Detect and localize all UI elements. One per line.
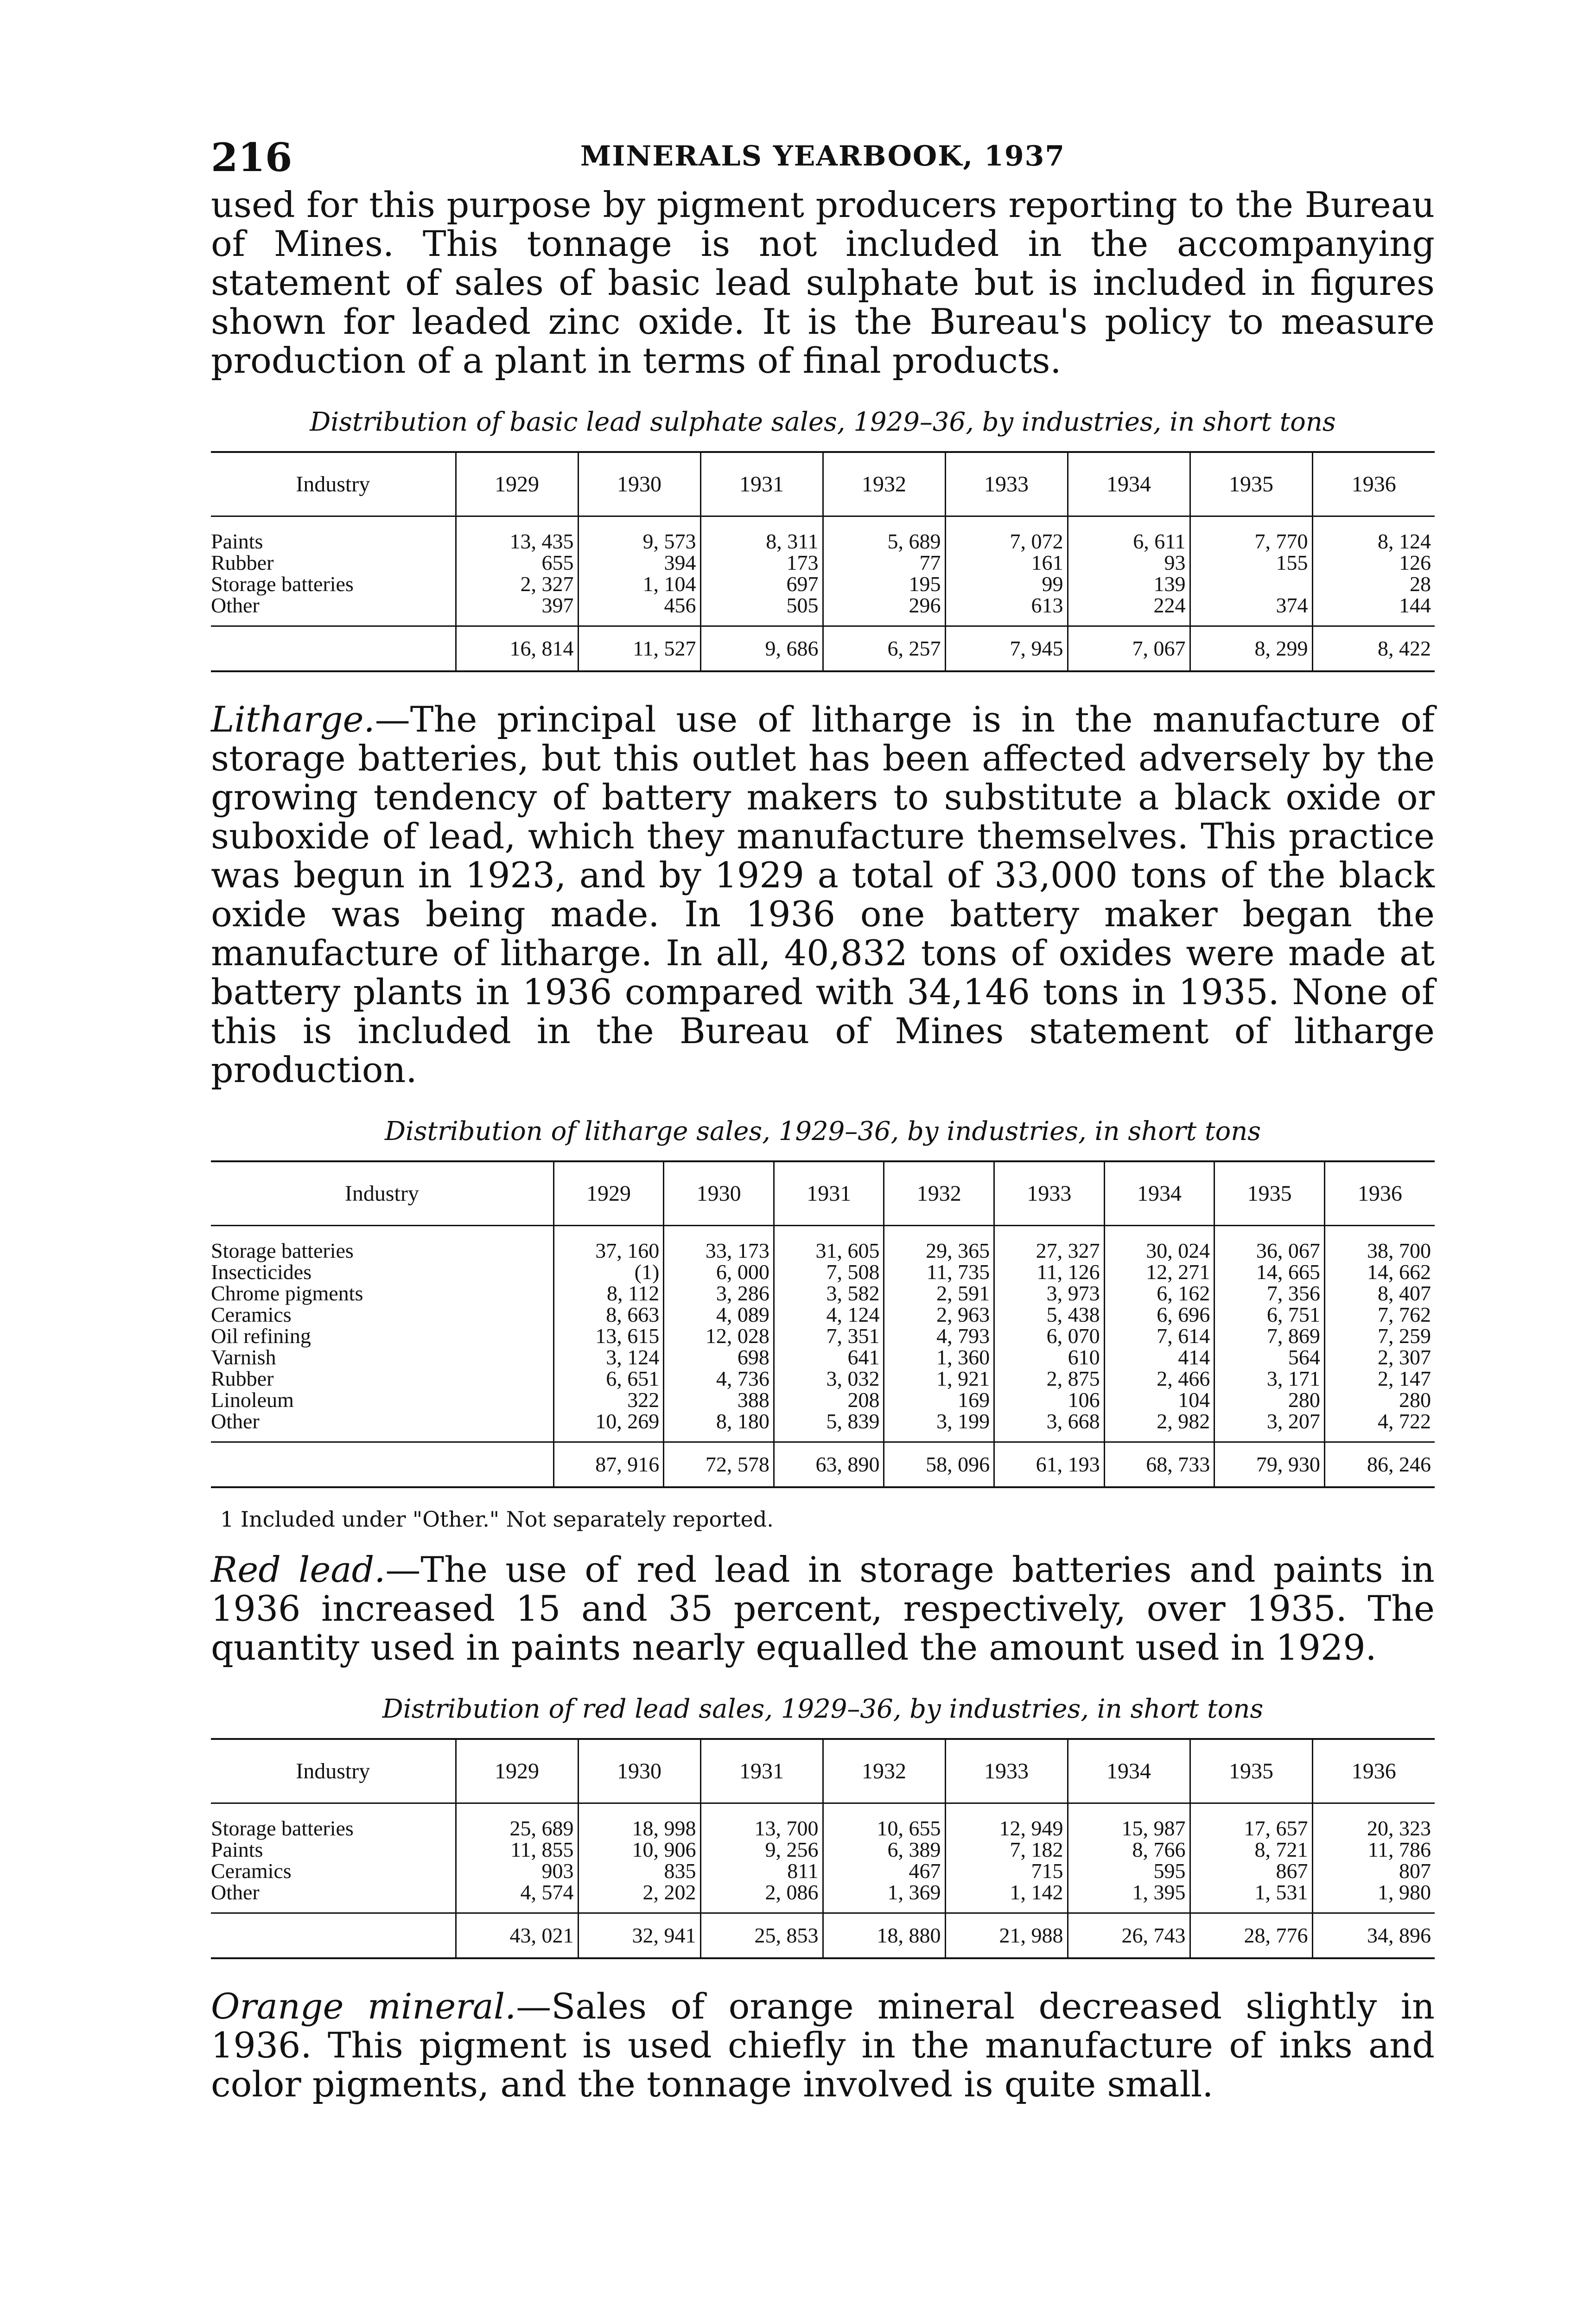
column-header: 1932 bbox=[823, 1739, 945, 1803]
industry-cell: Ceramics bbox=[211, 1859, 292, 1883]
column-header: 1933 bbox=[945, 1739, 1068, 1803]
table-row bbox=[211, 552, 1435, 573]
value-cell: 5, 438 bbox=[994, 1304, 1105, 1325]
value-cell: 6, 611 bbox=[1068, 516, 1190, 553]
total-cell: 63, 890 bbox=[774, 1442, 884, 1488]
red-lead-body bbox=[211, 1803, 1435, 1959]
value-cell: (1) bbox=[553, 1261, 664, 1283]
column-header: 1931 bbox=[700, 452, 823, 516]
value-cell: 6, 751 bbox=[1214, 1304, 1325, 1325]
value-cell: 11, 786 bbox=[1312, 1839, 1435, 1860]
value-cell: 697 bbox=[700, 573, 823, 595]
value-cell: 93 bbox=[1068, 552, 1190, 573]
value-cell: 5, 839 bbox=[774, 1411, 884, 1442]
column-header: 1931 bbox=[774, 1161, 884, 1226]
value-cell: 12, 949 bbox=[945, 1803, 1068, 1840]
value-cell: 9, 573 bbox=[578, 516, 700, 553]
value-cell: 12, 271 bbox=[1104, 1261, 1214, 1283]
value-cell: 14, 665 bbox=[1214, 1261, 1325, 1283]
value-cell: 3, 171 bbox=[1214, 1368, 1325, 1389]
total-label-cell bbox=[211, 1442, 553, 1488]
value-cell: 1, 395 bbox=[1068, 1882, 1190, 1913]
total-cell: 34, 896 bbox=[1312, 1913, 1435, 1959]
table-row bbox=[211, 1283, 1435, 1304]
value-cell: 224 bbox=[1068, 595, 1190, 626]
industry-cell: Varnish bbox=[211, 1345, 276, 1369]
value-cell: 104 bbox=[1104, 1389, 1214, 1411]
total-cell: 8, 299 bbox=[1190, 626, 1312, 672]
value-cell: 1, 921 bbox=[884, 1368, 994, 1389]
value-cell: 296 bbox=[823, 595, 945, 626]
value-cell: 7, 351 bbox=[774, 1325, 884, 1347]
table-row bbox=[211, 1347, 1435, 1368]
value-cell: 8, 766 bbox=[1068, 1839, 1190, 1860]
value-cell: 867 bbox=[1190, 1860, 1312, 1882]
industry-cell: Linoleum bbox=[211, 1388, 294, 1412]
column-header: 1929 bbox=[553, 1161, 664, 1226]
value-cell bbox=[1190, 573, 1312, 595]
red-lead-table bbox=[211, 1738, 1435, 1959]
value-cell: 7, 614 bbox=[1104, 1325, 1214, 1347]
table-row bbox=[211, 573, 1435, 595]
page-number: 216 bbox=[211, 134, 292, 180]
value-cell: 10, 269 bbox=[553, 1411, 664, 1442]
industry-cell: Storage batteries bbox=[211, 572, 354, 596]
red-lead-text: —The use of red lead in storage batteries and paints in 1936 increased 15 and 35 percent, respectively, over 1935. The quantity used in paints nearly equalled the amount used in 1929. bbox=[211, 1549, 1435, 1668]
total-cell: 72, 578 bbox=[664, 1442, 774, 1488]
value-cell: 6, 070 bbox=[994, 1325, 1105, 1347]
value-cell: 811 bbox=[700, 1860, 823, 1882]
total-cell: 26, 743 bbox=[1068, 1913, 1190, 1959]
value-cell: 397 bbox=[456, 595, 578, 626]
value-cell: 28 bbox=[1312, 573, 1435, 595]
table-header-row bbox=[211, 1161, 1435, 1226]
value-cell: 106 bbox=[994, 1389, 1105, 1411]
value-cell: 610 bbox=[994, 1347, 1105, 1368]
column-header: Industry bbox=[211, 452, 456, 516]
value-cell: 38, 700 bbox=[1324, 1226, 1435, 1262]
value-cell: 3, 582 bbox=[774, 1283, 884, 1304]
value-cell: 394 bbox=[578, 552, 700, 573]
total-cell: 11, 527 bbox=[578, 626, 700, 672]
value-cell: 3, 124 bbox=[553, 1347, 664, 1368]
value-cell: 17, 657 bbox=[1190, 1803, 1312, 1840]
value-cell: 7, 259 bbox=[1324, 1325, 1435, 1347]
value-cell: 322 bbox=[553, 1389, 664, 1411]
column-header: 1932 bbox=[884, 1161, 994, 1226]
value-cell: 25, 689 bbox=[456, 1803, 578, 1840]
value-cell: 3, 973 bbox=[994, 1283, 1105, 1304]
value-cell: 13, 435 bbox=[456, 516, 578, 553]
column-header: 1935 bbox=[1190, 1739, 1312, 1803]
table-row bbox=[211, 516, 1435, 553]
value-cell: 11, 855 bbox=[456, 1839, 578, 1860]
table-row bbox=[211, 1803, 1435, 1840]
value-cell: 388 bbox=[664, 1389, 774, 1411]
value-cell: 4, 574 bbox=[456, 1882, 578, 1913]
value-cell: 2, 875 bbox=[994, 1368, 1105, 1389]
total-cell: 7, 067 bbox=[1068, 626, 1190, 672]
value-cell: 3, 668 bbox=[994, 1411, 1105, 1442]
basic-lead-sulphate-caption: Distribution of basic lead sulphate sales, 1929–36, by industries, in short tons bbox=[310, 407, 1336, 437]
intro-paragraph: used for this purpose by pigment producers reporting to the Bureau of Mines. This tonnage is not included in the accompanying statement of sales of basic lead sulphate but is included in figures shown for leaded zinc oxide. It is the Bureau's policy to measure production of a plant in terms of final products. bbox=[211, 184, 1435, 381]
table-row bbox=[211, 1389, 1435, 1411]
column-header: 1934 bbox=[1068, 1739, 1190, 1803]
column-header: 1933 bbox=[994, 1161, 1105, 1226]
value-cell: 2, 591 bbox=[884, 1283, 994, 1304]
red-lead-run-in: Red lead. bbox=[211, 1549, 386, 1590]
column-header: 1931 bbox=[700, 1739, 823, 1803]
value-cell: 11, 126 bbox=[994, 1261, 1105, 1283]
column-header: 1930 bbox=[578, 1739, 700, 1803]
value-cell: 36, 067 bbox=[1214, 1226, 1325, 1262]
table-row bbox=[211, 1368, 1435, 1389]
litharge-caption: Distribution of litharge sales, 1929–36, by industries, in short tons bbox=[384, 1116, 1261, 1146]
value-cell: 144 bbox=[1312, 595, 1435, 626]
value-cell: 807 bbox=[1312, 1860, 1435, 1882]
value-cell: 2, 327 bbox=[456, 573, 578, 595]
value-cell: 10, 655 bbox=[823, 1803, 945, 1840]
column-header: 1930 bbox=[578, 452, 700, 516]
value-cell: 4, 793 bbox=[884, 1325, 994, 1347]
total-cell: 16, 814 bbox=[456, 626, 578, 672]
value-cell: 374 bbox=[1190, 595, 1312, 626]
total-row bbox=[211, 1913, 1435, 1959]
total-cell: 58, 096 bbox=[884, 1442, 994, 1488]
litharge-footnote: 1 Included under "Other." Not separately reported. bbox=[220, 1507, 774, 1532]
column-header: Industry bbox=[211, 1739, 456, 1803]
industry-cell: Paints bbox=[211, 1838, 263, 1861]
value-cell: 3, 199 bbox=[884, 1411, 994, 1442]
value-cell: 4, 736 bbox=[664, 1368, 774, 1389]
total-cell: 68, 733 bbox=[1104, 1442, 1214, 1488]
value-cell: 7, 356 bbox=[1214, 1283, 1325, 1304]
value-cell: 173 bbox=[700, 552, 823, 573]
value-cell: 280 bbox=[1324, 1389, 1435, 1411]
total-cell: 7, 945 bbox=[945, 626, 1068, 672]
value-cell: 14, 662 bbox=[1324, 1261, 1435, 1283]
orange-mineral-run-in: Orange mineral. bbox=[211, 1986, 516, 2027]
value-cell: 6, 696 bbox=[1104, 1304, 1214, 1325]
value-cell: 29, 365 bbox=[884, 1226, 994, 1262]
value-cell: 27, 327 bbox=[994, 1226, 1105, 1262]
value-cell: 13, 700 bbox=[700, 1803, 823, 1840]
value-cell: 30, 024 bbox=[1104, 1226, 1214, 1262]
running-head: MINERALS YEARBOOK, 1937 bbox=[580, 140, 1066, 172]
industry-cell: Ceramics bbox=[211, 1303, 292, 1326]
red-lead-caption: Distribution of red lead sales, 1929–36, by industries, in short tons bbox=[382, 1694, 1264, 1724]
total-cell: 8, 422 bbox=[1312, 626, 1435, 672]
page-header bbox=[211, 134, 1435, 185]
total-cell: 86, 246 bbox=[1324, 1442, 1435, 1488]
value-cell: 7, 869 bbox=[1214, 1325, 1325, 1347]
table-header-row bbox=[211, 1739, 1435, 1803]
value-cell: 1, 980 bbox=[1312, 1882, 1435, 1913]
value-cell: 3, 286 bbox=[664, 1283, 774, 1304]
litharge-body bbox=[211, 1226, 1435, 1488]
litharge-table bbox=[211, 1160, 1435, 1488]
total-cell: 9, 686 bbox=[700, 626, 823, 672]
table-row bbox=[211, 1860, 1435, 1882]
value-cell: 7, 762 bbox=[1324, 1304, 1435, 1325]
value-cell: 3, 207 bbox=[1214, 1411, 1325, 1442]
industry-cell: Other bbox=[211, 593, 260, 617]
value-cell: 1, 104 bbox=[578, 573, 700, 595]
value-cell: 1, 531 bbox=[1190, 1882, 1312, 1913]
value-cell: 13, 615 bbox=[553, 1325, 664, 1347]
table-row bbox=[211, 1411, 1435, 1442]
value-cell: 31, 605 bbox=[774, 1226, 884, 1262]
value-cell: 7, 770 bbox=[1190, 516, 1312, 553]
value-cell: 155 bbox=[1190, 552, 1312, 573]
value-cell: 126 bbox=[1312, 552, 1435, 573]
total-cell: 43, 021 bbox=[456, 1913, 578, 1959]
value-cell: 2, 963 bbox=[884, 1304, 994, 1325]
total-cell: 6, 257 bbox=[823, 626, 945, 672]
value-cell: 280 bbox=[1214, 1389, 1325, 1411]
basic-lead-sulphate-body bbox=[211, 516, 1435, 672]
basic-lead-sulphate-table bbox=[211, 451, 1435, 672]
value-cell: 414 bbox=[1104, 1347, 1214, 1368]
total-cell: 18, 880 bbox=[823, 1913, 945, 1959]
value-cell: 6, 000 bbox=[664, 1261, 774, 1283]
industry-cell: Insecticides bbox=[211, 1260, 312, 1284]
value-cell: 2, 202 bbox=[578, 1882, 700, 1913]
total-cell: 28, 776 bbox=[1190, 1913, 1312, 1959]
litharge-paragraph bbox=[211, 700, 1435, 1089]
value-cell: 835 bbox=[578, 1860, 700, 1882]
value-cell: 161 bbox=[945, 552, 1068, 573]
value-cell: 595 bbox=[1068, 1860, 1190, 1882]
total-cell: 25, 853 bbox=[700, 1913, 823, 1959]
column-header: 1934 bbox=[1068, 452, 1190, 516]
total-label-cell bbox=[211, 626, 456, 672]
table-row bbox=[211, 1839, 1435, 1860]
table-row bbox=[211, 1261, 1435, 1283]
value-cell: 613 bbox=[945, 595, 1068, 626]
value-cell: 6, 651 bbox=[553, 1368, 664, 1389]
value-cell: 139 bbox=[1068, 573, 1190, 595]
industry-cell: Other bbox=[211, 1409, 260, 1433]
column-header: 1929 bbox=[456, 1739, 578, 1803]
total-cell: 87, 916 bbox=[553, 1442, 664, 1488]
total-row bbox=[211, 626, 1435, 672]
value-cell: 655 bbox=[456, 552, 578, 573]
industry-cell: Storage batteries bbox=[211, 1816, 354, 1840]
value-cell: 6, 389 bbox=[823, 1839, 945, 1860]
value-cell: 2, 307 bbox=[1324, 1347, 1435, 1368]
value-cell: 467 bbox=[823, 1860, 945, 1882]
table-row bbox=[211, 1882, 1435, 1913]
value-cell: 903 bbox=[456, 1860, 578, 1882]
red-lead-paragraph bbox=[211, 1550, 1435, 1667]
column-header: 1936 bbox=[1324, 1161, 1435, 1226]
value-cell: 10, 906 bbox=[578, 1839, 700, 1860]
orange-mineral-paragraph bbox=[211, 1987, 1435, 2104]
total-cell: 61, 193 bbox=[994, 1442, 1105, 1488]
value-cell: 195 bbox=[823, 573, 945, 595]
value-cell: 8, 112 bbox=[553, 1283, 664, 1304]
litharge-run-in: Litharge. bbox=[211, 699, 375, 740]
total-cell: 79, 930 bbox=[1214, 1442, 1325, 1488]
value-cell: 18, 998 bbox=[578, 1803, 700, 1840]
value-cell: 8, 124 bbox=[1312, 516, 1435, 553]
value-cell: 1, 360 bbox=[884, 1347, 994, 1368]
value-cell: 8, 407 bbox=[1324, 1283, 1435, 1304]
value-cell: 9, 256 bbox=[700, 1839, 823, 1860]
litharge-text: —The principal use of litharge is in the manufacture of storage batteries, but this outlet has been affected adversely by the growing tendency of battery makers to substitute a black oxide or suboxide of lead, which they manufacture themselves. This practice was begun in 1923, and by 1929 a total of 33,000 tons of the black oxide was being made. In 1936 one battery maker began the manufacture of litharge. In all, 40,832 tons of oxides were made at battery plants in 1936 compared with 34,146 tons in 1935. None of this is included in the Bureau of Mines statement of litharge production. bbox=[211, 699, 1435, 1090]
value-cell: 564 bbox=[1214, 1347, 1325, 1368]
value-cell: 208 bbox=[774, 1389, 884, 1411]
value-cell: 4, 124 bbox=[774, 1304, 884, 1325]
value-cell: 698 bbox=[664, 1347, 774, 1368]
value-cell: 8, 311 bbox=[700, 516, 823, 553]
value-cell: 169 bbox=[884, 1389, 994, 1411]
value-cell: 11, 735 bbox=[884, 1261, 994, 1283]
value-cell: 715 bbox=[945, 1860, 1068, 1882]
column-header: 1935 bbox=[1190, 452, 1312, 516]
industry-cell: Other bbox=[211, 1880, 260, 1904]
industry-cell: Rubber bbox=[211, 1367, 274, 1390]
page bbox=[211, 134, 1435, 2104]
value-cell: 99 bbox=[945, 573, 1068, 595]
value-cell: 7, 072 bbox=[945, 516, 1068, 553]
table-row bbox=[211, 1304, 1435, 1325]
value-cell: 1, 142 bbox=[945, 1882, 1068, 1913]
value-cell: 20, 323 bbox=[1312, 1803, 1435, 1840]
column-header: 1933 bbox=[945, 452, 1068, 516]
industry-cell: Storage batteries bbox=[211, 1239, 354, 1262]
total-cell: 32, 941 bbox=[578, 1913, 700, 1959]
value-cell: 12, 028 bbox=[664, 1325, 774, 1347]
value-cell: 2, 147 bbox=[1324, 1368, 1435, 1389]
industry-cell: Chrome pigments bbox=[211, 1281, 363, 1305]
column-header: 1929 bbox=[456, 452, 578, 516]
value-cell: 4, 722 bbox=[1324, 1411, 1435, 1442]
total-cell: 21, 988 bbox=[945, 1913, 1068, 1959]
value-cell: 37, 160 bbox=[553, 1226, 664, 1262]
value-cell: 3, 032 bbox=[774, 1368, 884, 1389]
value-cell: 6, 162 bbox=[1104, 1283, 1214, 1304]
value-cell: 8, 663 bbox=[553, 1304, 664, 1325]
table-header-row bbox=[211, 452, 1435, 516]
value-cell: 77 bbox=[823, 552, 945, 573]
value-cell: 456 bbox=[578, 595, 700, 626]
value-cell: 505 bbox=[700, 595, 823, 626]
table-row bbox=[211, 1325, 1435, 1347]
column-header: 1930 bbox=[664, 1161, 774, 1226]
industry-cell: Paints bbox=[211, 529, 263, 553]
value-cell: 641 bbox=[774, 1347, 884, 1368]
value-cell: 8, 180 bbox=[664, 1411, 774, 1442]
value-cell: 8, 721 bbox=[1190, 1839, 1312, 1860]
column-header: 1935 bbox=[1214, 1161, 1325, 1226]
value-cell: 33, 173 bbox=[664, 1226, 774, 1262]
industry-cell: Rubber bbox=[211, 551, 274, 574]
table-row bbox=[211, 1226, 1435, 1262]
value-cell: 7, 508 bbox=[774, 1261, 884, 1283]
value-cell: 4, 089 bbox=[664, 1304, 774, 1325]
column-header: 1932 bbox=[823, 452, 945, 516]
table-row bbox=[211, 595, 1435, 626]
value-cell: 5, 689 bbox=[823, 516, 945, 553]
value-cell: 2, 086 bbox=[700, 1882, 823, 1913]
value-cell: 2, 466 bbox=[1104, 1368, 1214, 1389]
value-cell: 1, 369 bbox=[823, 1882, 945, 1913]
column-header: 1934 bbox=[1104, 1161, 1214, 1226]
column-header: 1936 bbox=[1312, 452, 1435, 516]
orange-mineral-text: —Sales of orange mineral decreased slightly in 1936. This pigment is used chiefly in the manufacture of inks and color pigments, and the tonnage involved is quite small. bbox=[211, 1986, 1435, 2105]
column-header: Industry bbox=[211, 1161, 553, 1226]
total-row bbox=[211, 1442, 1435, 1488]
total-label-cell bbox=[211, 1913, 456, 1959]
value-cell: 15, 987 bbox=[1068, 1803, 1190, 1840]
column-header: 1936 bbox=[1312, 1739, 1435, 1803]
value-cell: 7, 182 bbox=[945, 1839, 1068, 1860]
value-cell: 2, 982 bbox=[1104, 1411, 1214, 1442]
industry-cell: Oil refining bbox=[211, 1324, 311, 1348]
